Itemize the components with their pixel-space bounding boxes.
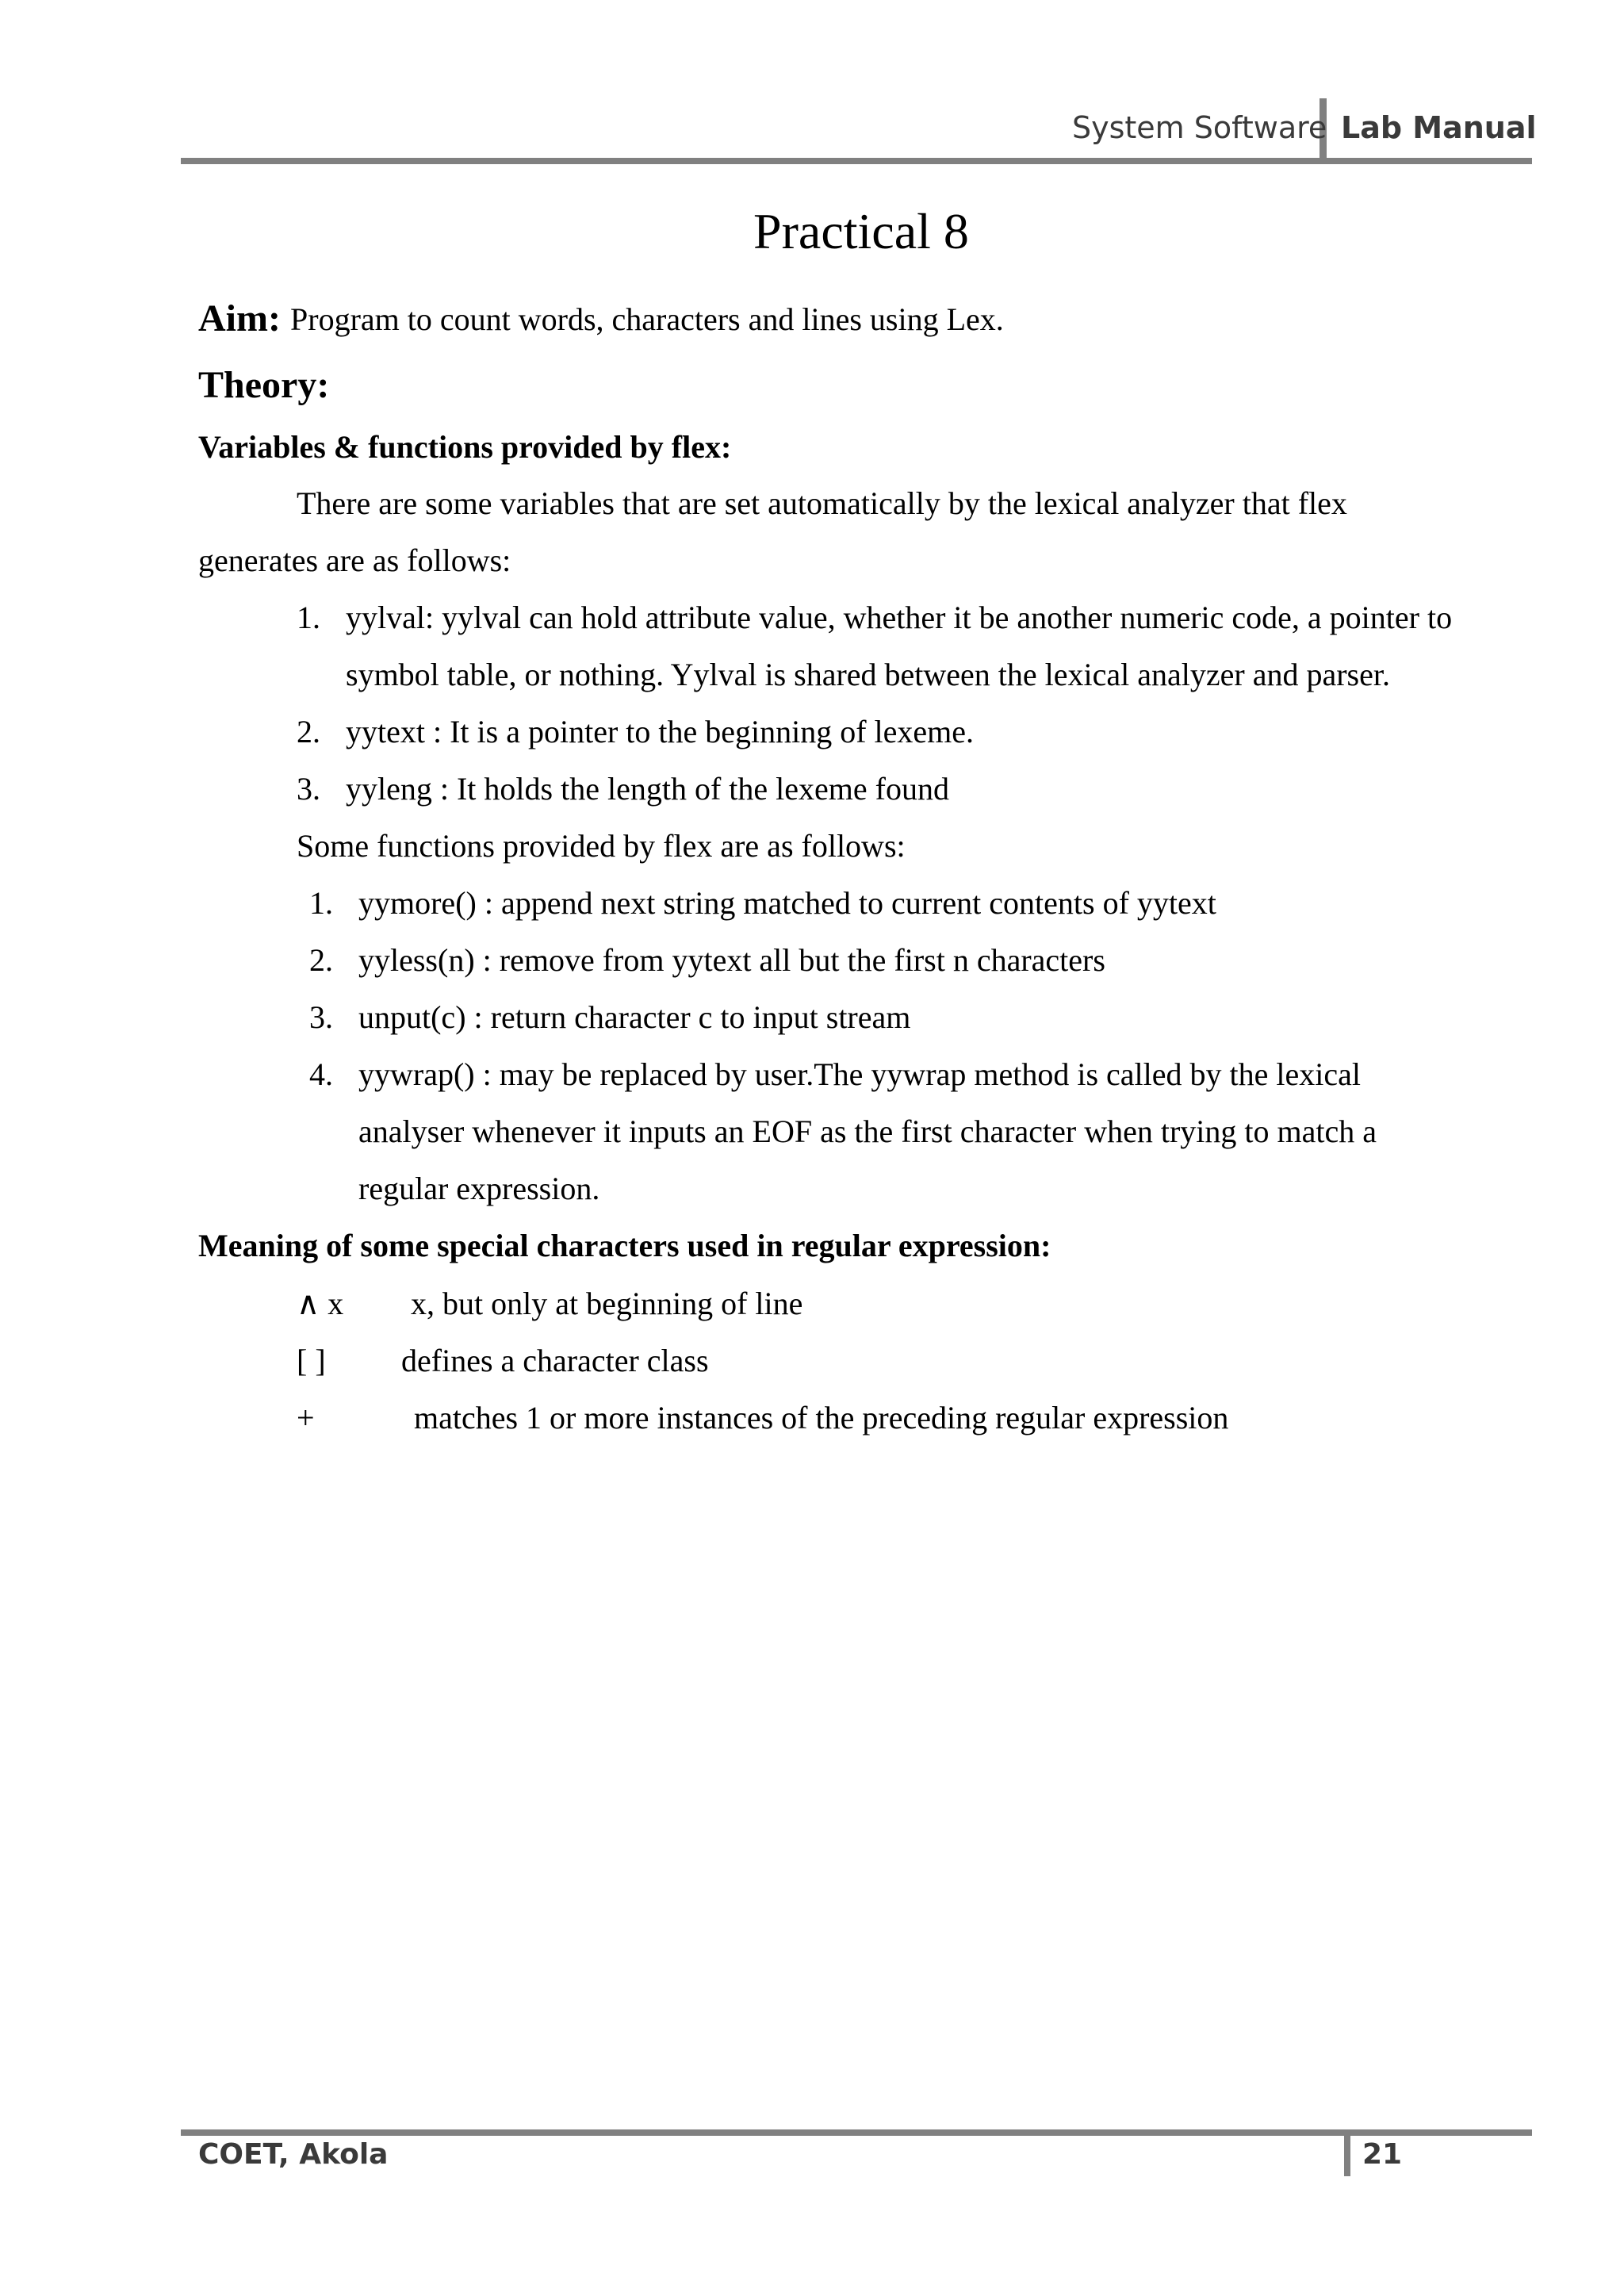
special-char-symbol: ∧ x [297, 1286, 344, 1321]
function-item-yymore: yymore() : append next string matched to current contents of yytext [358, 885, 1216, 921]
variable-item-number: 1. [297, 600, 320, 635]
special-characters-heading: Meaning of some special characters used in regular expression: [198, 1228, 1051, 1263]
special-char-symbol: + [297, 1400, 315, 1435]
variable-item-number: 2. [297, 714, 320, 749]
function-item-yywrap-line-3: regular expression. [358, 1171, 600, 1206]
variables-heading: Variables & functions provided by flex: [198, 429, 732, 465]
function-item-number: 1. [309, 885, 333, 921]
variables-intro-line-2: generates are as follows: [198, 542, 511, 578]
footer-divider [1344, 2132, 1350, 2176]
aim-label: Aim: [198, 297, 281, 339]
page-title: Practical 8 [753, 203, 969, 259]
function-item-unput: unput(c) : return character c to input stream [358, 999, 911, 1035]
function-item-number: 4. [309, 1056, 333, 1092]
footer-rule [181, 2129, 1532, 2136]
header-subject: System Software [1072, 110, 1327, 145]
functions-intro: Some functions provided by flex are as follows: [297, 828, 906, 864]
special-char-meaning: defines a character class [401, 1343, 709, 1378]
function-item-yywrap-line-1: yywrap() : may be replaced by user.The yywrap method is called by the lexical [358, 1056, 1361, 1092]
header-rule [181, 158, 1532, 164]
function-item-yywrap-line-2: analyser whenever it inputs an EOF as the first character when trying to match a [358, 1114, 1377, 1149]
variable-item-yylval-line-2: symbol table, or nothing. Yylval is shared between the lexical analyzer and parser. [346, 657, 1390, 692]
function-item-yyless: yyless(n) : remove from yytext all but the first n characters [358, 942, 1105, 978]
footer-institution: COET, Akola [198, 2138, 389, 2171]
variable-item-yytext: yytext : It is a pointer to the beginning of lexeme. [346, 714, 975, 749]
theory-heading: Theory: [198, 364, 330, 406]
special-char-symbol: [ ] [297, 1343, 326, 1378]
aim-text: Program to count words, characters and lines using Lex. [290, 301, 1004, 337]
special-char-meaning: matches 1 or more instances of the preceding regular expression [414, 1400, 1229, 1435]
variables-intro-line-1: There are some variables that are set automatically by the lexical analyzer that flex [297, 485, 1347, 521]
variable-item-yyleng: yyleng : It holds the length of the lexeme found [346, 771, 949, 807]
header-manual-label: Lab Manual [1341, 110, 1537, 145]
function-item-number: 3. [309, 999, 333, 1035]
function-item-number: 2. [309, 942, 333, 978]
variable-item-yylval-line-1: yylval: yylval can hold attribute value, whether it be another numeric code, a pointer to [346, 600, 1453, 635]
special-char-meaning: x, but only at beginning of line [411, 1286, 803, 1321]
variable-item-number: 3. [297, 771, 320, 807]
page-number: 21 [1362, 2138, 1403, 2171]
